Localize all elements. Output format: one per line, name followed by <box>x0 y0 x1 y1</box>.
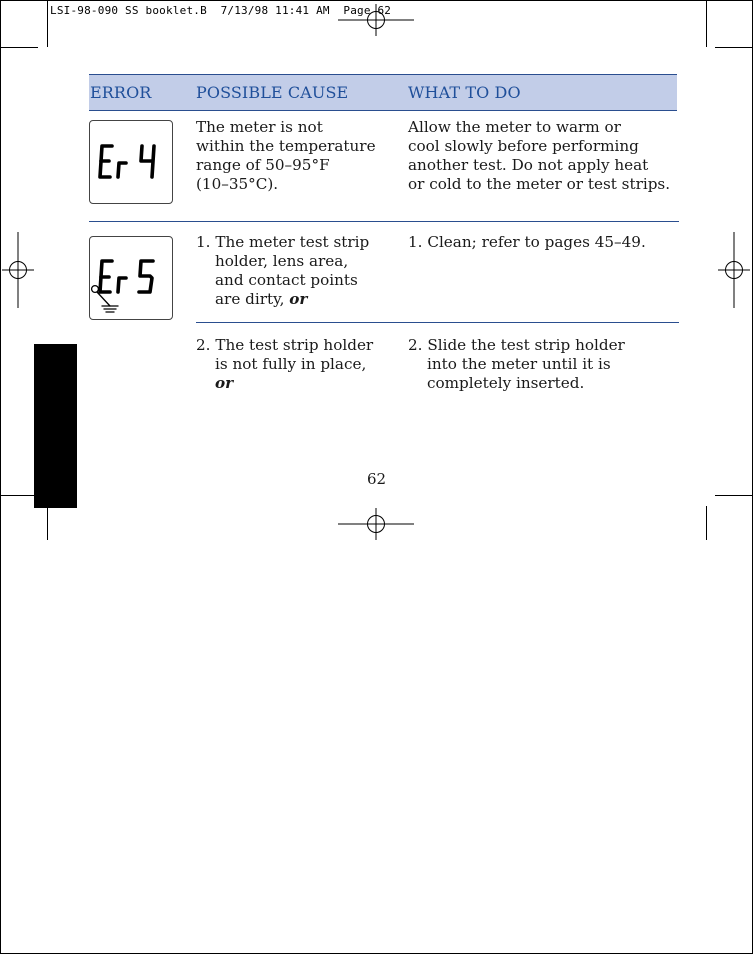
error-code-er5-icon <box>90 237 172 319</box>
row2-cause-2-number: 2. <box>196 336 211 354</box>
row-divider-2 <box>196 322 679 323</box>
row2-action-2 <box>408 336 625 393</box>
registration-mark-right <box>718 232 750 308</box>
crop-mark-tl-h <box>0 47 38 48</box>
row2-cause-1-line4: are dirty, <box>215 290 285 308</box>
registration-mark-top <box>338 4 414 36</box>
row2-action-2-line3: completely inserted. <box>427 374 585 392</box>
row2-cause-2-line1: The test strip holder <box>215 336 374 354</box>
crop-mark-br-h <box>715 495 753 496</box>
table-header <box>89 74 677 111</box>
error-code-er4-icon <box>90 121 172 203</box>
row2-action-2-line2: into the meter until it is <box>427 355 611 373</box>
row1-cause <box>196 118 376 194</box>
row2-cause-1-line1: The meter test strip <box>215 233 370 251</box>
row-divider-1 <box>89 221 679 222</box>
row2-cause-1-number: 1. <box>196 233 211 251</box>
row1-cause-line3: range of 50–95°F <box>196 156 330 174</box>
header-what-to-do: WHAT TO DO <box>408 83 521 102</box>
row2-cause-2-line2: is not fully in place, <box>215 355 367 373</box>
crop-mark-tl-v <box>47 0 48 47</box>
row2-cause-1-line3: and contact points <box>215 271 358 289</box>
row1-action <box>408 118 670 194</box>
row2-action-2-line1: Slide the test strip holder <box>427 336 625 354</box>
row1-cause-line2: within the temperature <box>196 137 376 155</box>
crop-mark-bl-h <box>0 495 38 496</box>
row2-action-1 <box>408 233 646 252</box>
crop-mark-tr-v <box>706 0 707 47</box>
row2-cause-1 <box>196 233 369 309</box>
row1-cause-line1: The meter is not <box>196 118 323 136</box>
crop-mark-br-v <box>706 506 707 540</box>
crop-mark-bl-v <box>47 506 48 540</box>
row2-action-2-number: 2. <box>408 336 423 354</box>
lcd-display-er4 <box>89 120 173 204</box>
row2-action-1-text: Clean; refer to pages 45–49. <box>427 233 646 251</box>
lcd-display-er5 <box>89 236 173 320</box>
page-number: 62 <box>366 470 387 488</box>
print-slug: LSI-98-090 SS booklet.B 7/13/98 11:41 AM Page 62 <box>50 4 392 17</box>
header-possible-cause: POSSIBLE CAUSE <box>196 83 349 102</box>
registration-mark-bottom <box>338 508 414 540</box>
row2-cause-1-line2: holder, lens area, <box>215 252 349 270</box>
row1-action-line3: another test. Do not apply heat <box>408 156 649 174</box>
row2-cause-2-or: or <box>215 374 234 392</box>
row1-action-line1: Allow the meter to warm or <box>408 118 621 136</box>
row1-cause-line4: (10–35°C). <box>196 175 279 193</box>
row1-action-line4: or cold to the meter or test strips. <box>408 175 671 193</box>
row2-cause-2 <box>196 336 373 393</box>
crop-mark-tr-h <box>715 47 753 48</box>
registration-mark-left <box>2 232 34 308</box>
row2-cause-1-or: or <box>289 290 308 308</box>
row2-action-1-number: 1. <box>408 233 423 251</box>
header-error: ERROR <box>90 83 152 102</box>
row1-action-line2: cool slowly before performing <box>408 137 639 155</box>
